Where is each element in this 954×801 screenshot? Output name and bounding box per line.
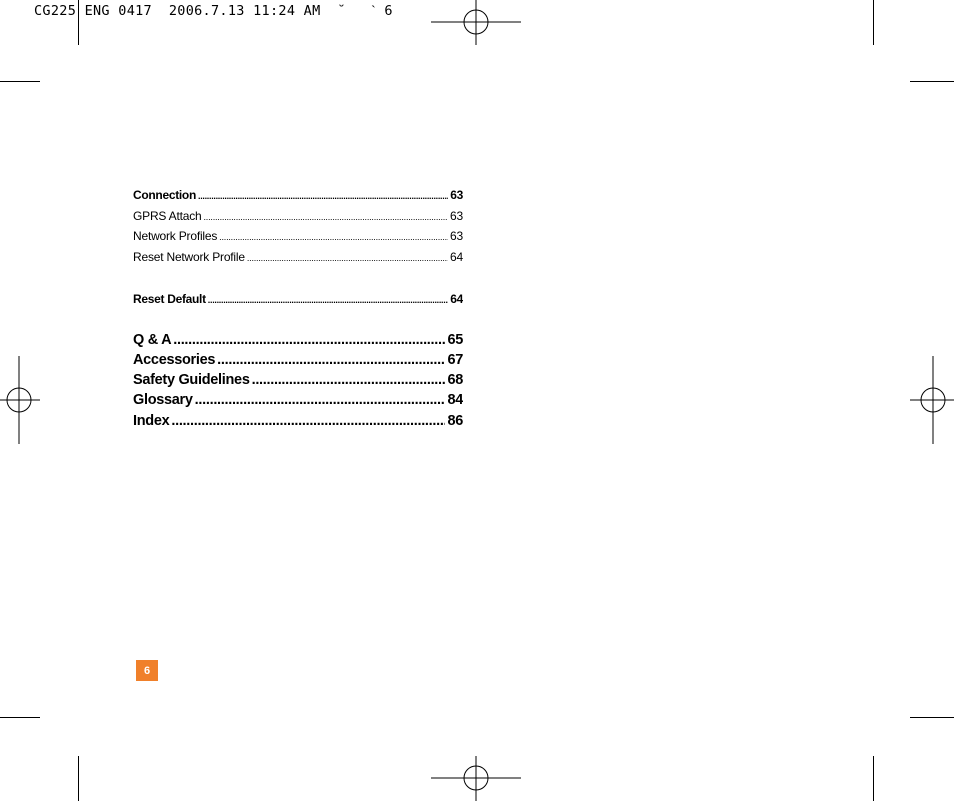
- toc-entry-page: 68: [447, 372, 463, 389]
- toc-entry-gprs-attach[interactable]: [133, 206, 463, 227]
- dot-leader: [173, 330, 445, 350]
- spacer: [133, 267, 463, 289]
- toc-entry-title: GPRS Attach: [133, 208, 202, 223]
- toc-entry-title: Safety Guidelines: [133, 372, 250, 389]
- toc-entry-page: 63: [450, 188, 463, 202]
- toc-entry-title: Reset Default: [133, 292, 206, 306]
- dot-leader: [171, 411, 445, 431]
- toc-entry-title: Reset Network Profile: [133, 249, 245, 264]
- dot-leader: [208, 290, 448, 310]
- dot-leader: [217, 350, 445, 370]
- print-slug-header: CG225 ENG 0417 2006.7.13 11:24 AM ˘ ˋ 6: [34, 3, 393, 19]
- toc-entry-page: 84: [447, 392, 463, 409]
- toc-entry-page: 86: [447, 412, 463, 429]
- dot-leader: [198, 186, 448, 206]
- dot-leader: [247, 248, 448, 268]
- toc-entry-title: Q & A: [133, 331, 172, 348]
- dot-leader: [204, 207, 449, 227]
- toc-entry-reset-network-profile[interactable]: [133, 247, 463, 268]
- toc-entry-connection[interactable]: [133, 185, 463, 206]
- dot-leader: [219, 227, 448, 247]
- toc-entry-reset-default[interactable]: [133, 289, 463, 310]
- dot-leader: [195, 390, 446, 410]
- toc-entry-title: Index: [133, 412, 170, 429]
- page-number-badge: 6: [136, 660, 158, 681]
- toc-entry-title: Accessories: [133, 351, 216, 368]
- toc-entry-page: 65: [447, 331, 463, 348]
- toc-entry-safety-guidelines[interactable]: [133, 370, 463, 390]
- toc-entry-title: Network Profiles: [133, 229, 218, 243]
- toc-entry-page: 63: [450, 229, 463, 243]
- dot-leader: [252, 370, 446, 390]
- toc-entry-title: Glossary: [133, 392, 193, 409]
- toc-entry-q-and-a[interactable]: [133, 330, 463, 350]
- toc-entry-glossary[interactable]: [133, 390, 463, 410]
- toc-entry-index[interactable]: [133, 411, 463, 431]
- toc-entry-page: 64: [450, 292, 463, 306]
- registration-mark-top: [431, 0, 521, 45]
- table-of-contents: [133, 185, 463, 431]
- toc-entry-page: 67: [447, 351, 463, 368]
- toc-entry-accessories[interactable]: [133, 350, 463, 370]
- registration-mark-bottom: [431, 756, 521, 801]
- spacer: [133, 310, 463, 330]
- toc-entry-network-profiles[interactable]: [133, 226, 463, 247]
- registration-mark-left: [0, 356, 40, 444]
- toc-entry-page: 63: [450, 208, 463, 223]
- registration-mark-right: [910, 356, 954, 444]
- toc-entry-title: Connection: [133, 188, 196, 202]
- toc-entry-page: 64: [450, 249, 463, 264]
